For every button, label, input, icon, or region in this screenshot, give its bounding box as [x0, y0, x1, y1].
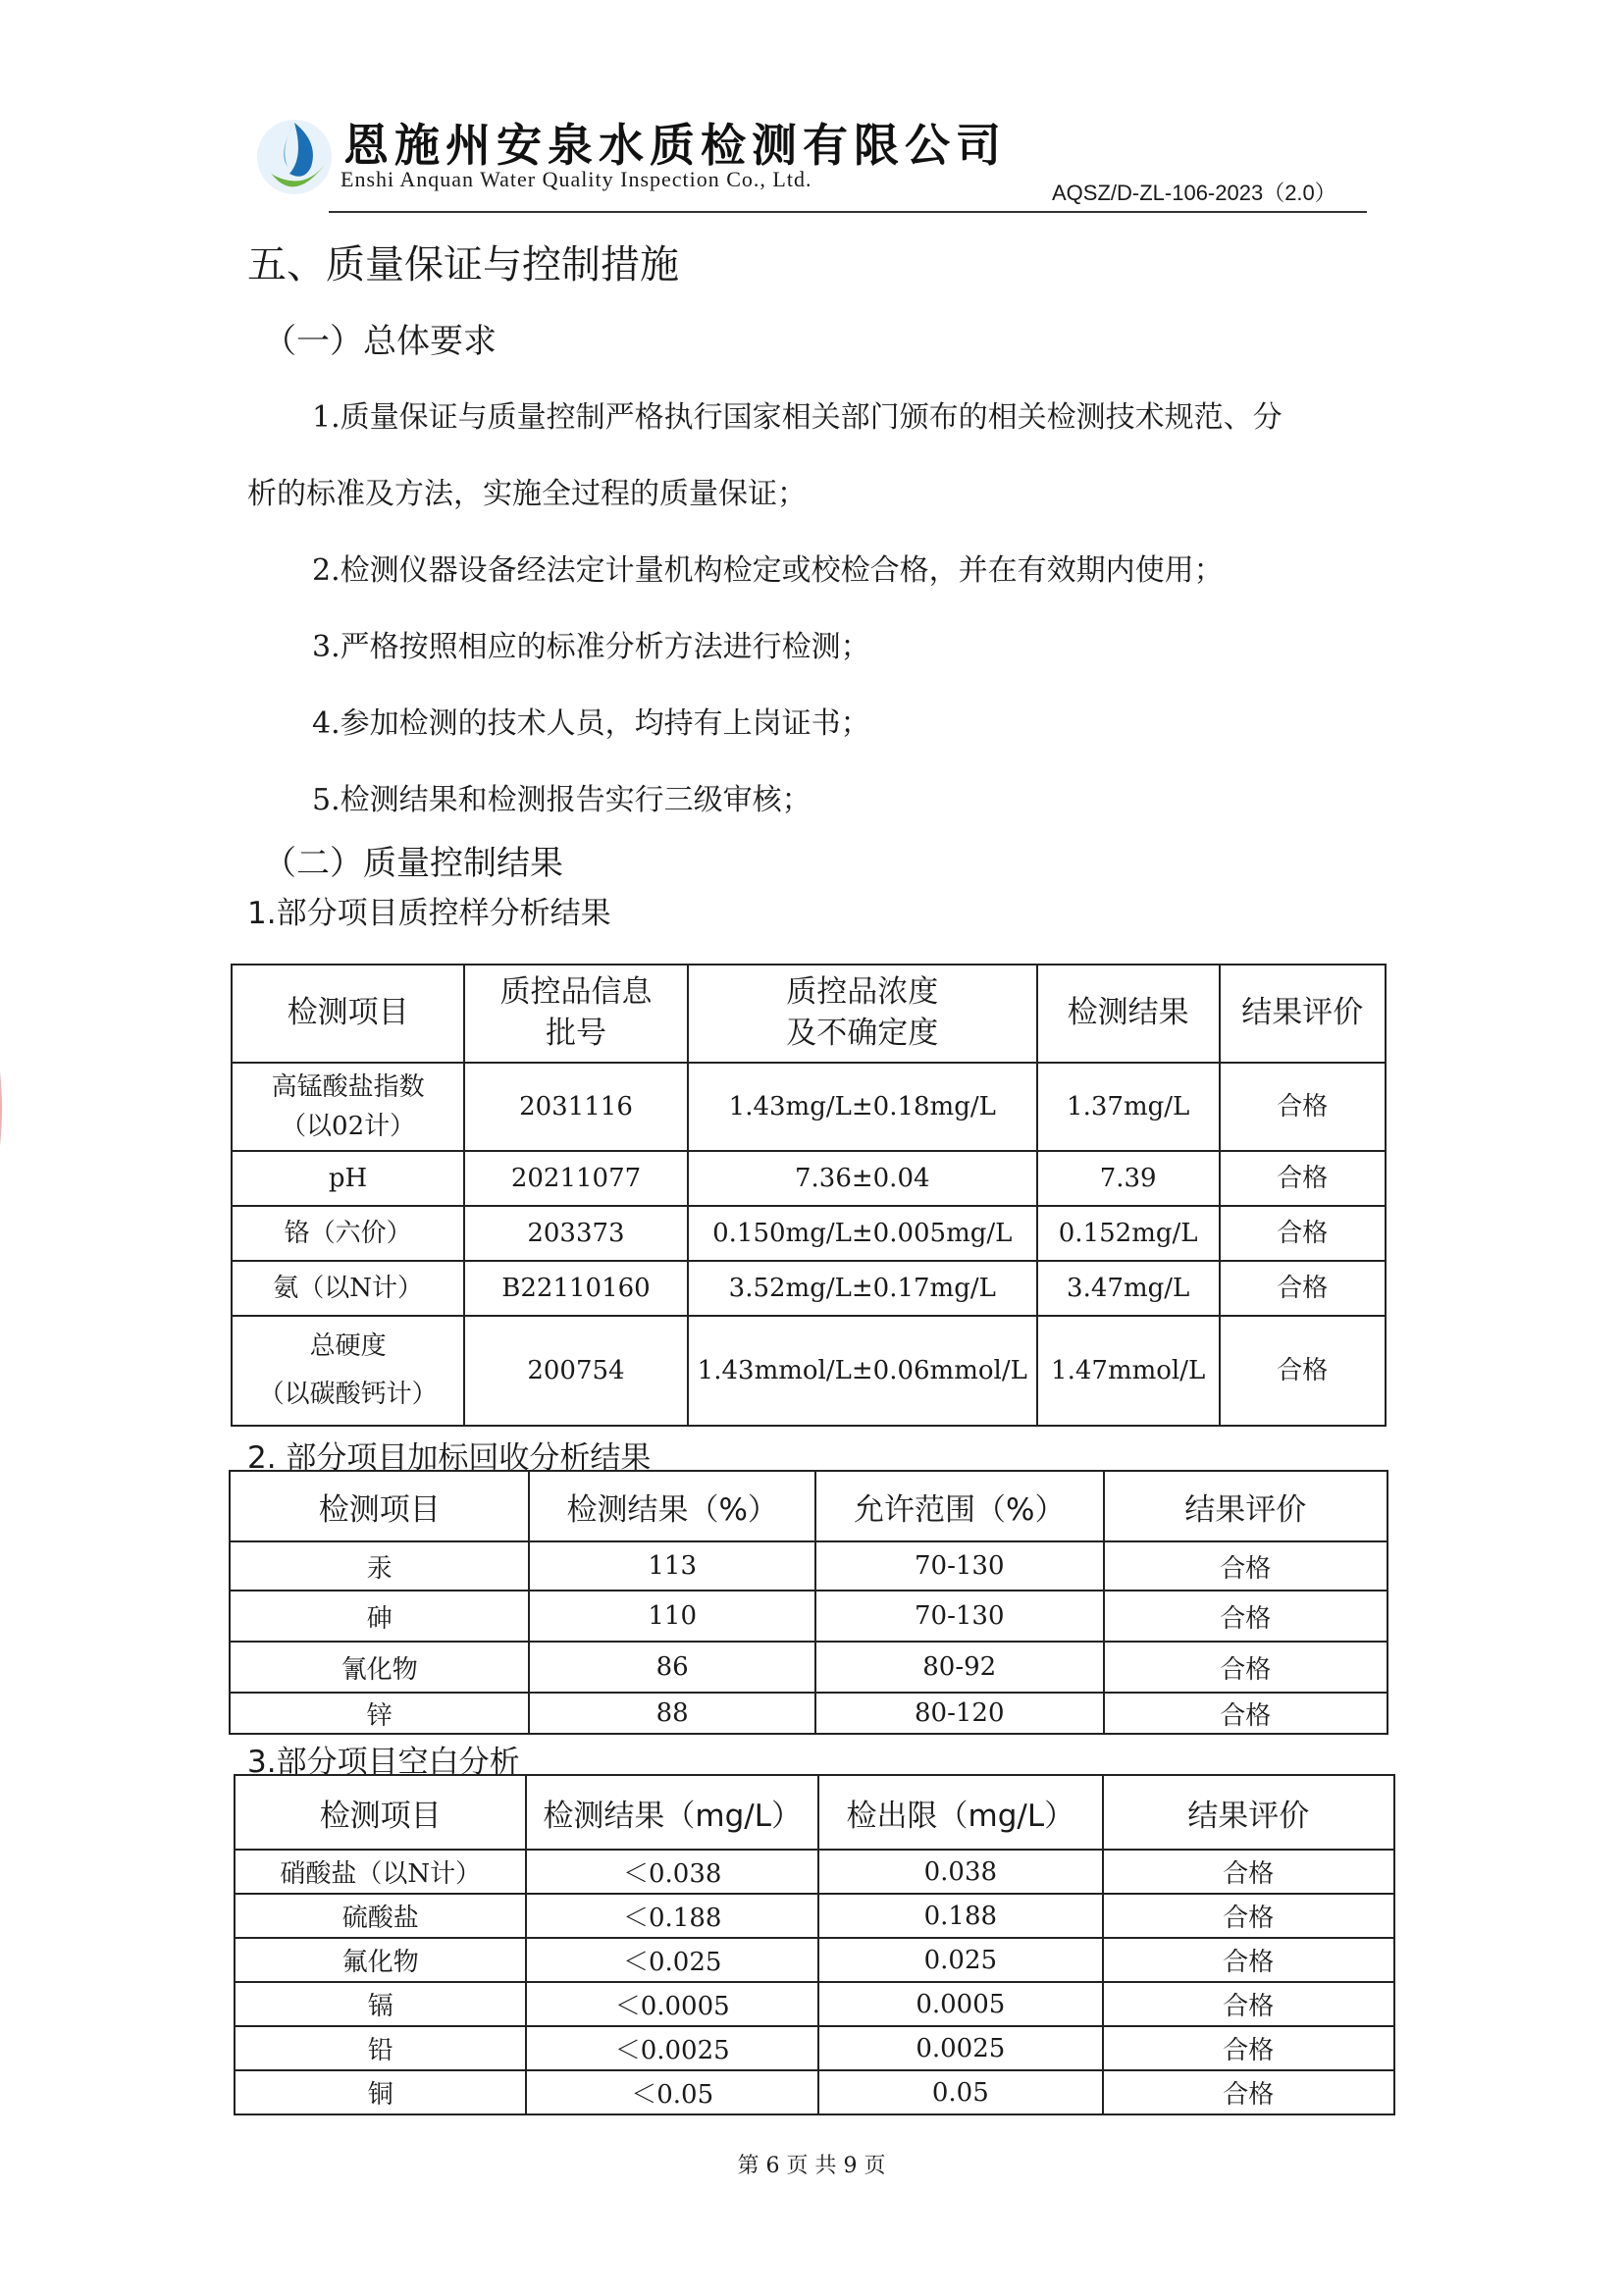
requirement-item-2: 2.检测仪器设备经法定计量机构检定或校检合格，并在有效期内使用； [312, 553, 1224, 588]
range-cell: 80-120 [815, 1693, 1104, 1734]
seal-stamp-icon [0, 981, 39, 1236]
requirement-item-4: 4.参加检测的技术人员，均持有上岗证书； [312, 706, 870, 741]
item-cell: 镉 [235, 1982, 526, 2026]
item-cell: 氰化物 [230, 1642, 529, 1693]
requirement-item-1: 1.质量保证与质量控制严格执行国家相关部门颁布的相关检测技术规范、分 [312, 400, 1283, 435]
limit-cell: 0.0005 [818, 1982, 1103, 2026]
result-cell: 1.37mg/L [1037, 1063, 1220, 1151]
col-header: 检出限（mg/L） [818, 1775, 1103, 1850]
evaluation-cell: 合格 [1104, 1693, 1387, 1734]
item-cell: 铅 [235, 2026, 526, 2070]
qc-sample-title: 1.部分项目质控样分析结果 [247, 896, 611, 931]
col-header: 检测结果（mg/L） [526, 1775, 818, 1850]
evaluation-cell: 合格 [1220, 1063, 1386, 1151]
result-cell: 7.39 [1037, 1151, 1220, 1206]
col-header: 质控品浓度 及不确定度 [688, 965, 1037, 1063]
spike-recovery-table [229, 1470, 1388, 1735]
range-cell: 70-130 [815, 1591, 1104, 1642]
company-logo-icon [250, 113, 339, 201]
item-cell: 总硬度 （以碳酸钙计） [232, 1316, 464, 1426]
evaluation-cell: 合格 [1103, 1982, 1394, 2026]
section-title: 五、质量保证与控制措施 [247, 242, 679, 287]
concentration-cell: 1.43mg/L±0.18mg/L [688, 1063, 1037, 1151]
evaluation-cell: 合格 [1220, 1206, 1386, 1261]
limit-cell: 0.0025 [818, 2026, 1103, 2070]
spike-recovery-title: 2. 部分项目加标回收分析结果 [247, 1440, 652, 1476]
evaluation-cell: 合格 [1103, 1894, 1394, 1938]
requirement-item-3: 3.严格按照相应的标准分析方法进行检测； [312, 630, 870, 664]
header-divider [329, 211, 1367, 213]
document-code: AQSZ/D-ZL-106-2023（2.0） [1052, 181, 1336, 205]
col-header: 检测项目 [232, 965, 464, 1063]
table-row [230, 1642, 1387, 1693]
table-row [235, 1938, 1394, 1982]
company-name-cn: 恩施州安泉水质检测有限公司 [343, 119, 1007, 172]
evaluation-cell: 合格 [1220, 1151, 1386, 1206]
col-header: 质控品信息 批号 [464, 965, 688, 1063]
evaluation-cell: 合格 [1103, 1850, 1394, 1894]
evaluation-cell: 合格 [1220, 1316, 1386, 1426]
result-cell: 86 [529, 1642, 815, 1693]
concentration-cell: 7.36±0.04 [688, 1151, 1037, 1206]
table-row [232, 1261, 1386, 1316]
batch-cell: B22110160 [464, 1261, 688, 1316]
item-cell: 铜 [235, 2070, 526, 2114]
result-cell: ＜0.0005 [526, 1982, 818, 2026]
item-cell: 铬（六价） [232, 1206, 464, 1261]
result-cell: ＜0.025 [526, 1938, 818, 1982]
table-row [235, 1894, 1394, 1938]
limit-cell: 0.038 [818, 1850, 1103, 1894]
requirement-item-5: 5.检测结果和检测报告实行三级审核； [312, 783, 812, 817]
blank-analysis-title: 3.部分项目空白分析 [247, 1745, 520, 1780]
result-cell: 110 [529, 1591, 815, 1642]
evaluation-cell: 合格 [1104, 1642, 1387, 1693]
item-cell: 高锰酸盐指数 （以02计） [232, 1063, 464, 1151]
table-row [230, 1693, 1387, 1734]
table-row [230, 1591, 1387, 1642]
table-header-row [232, 965, 1386, 1063]
item-cell: 硫酸盐 [235, 1894, 526, 1938]
batch-cell: 20211077 [464, 1151, 688, 1206]
table-row [235, 2070, 1394, 2114]
col-header: 检测结果（%） [529, 1471, 815, 1541]
table-row [232, 1151, 1386, 1206]
col-header: 检测结果 [1037, 965, 1220, 1063]
batch-cell: 2031116 [464, 1063, 688, 1151]
item-cell: 氟化物 [235, 1938, 526, 1982]
qc-results-title: （二）质量控制结果 [263, 844, 563, 883]
evaluation-cell: 合格 [1103, 1938, 1394, 1982]
concentration-cell: 1.43mmol/L±0.06mmol/L [688, 1316, 1037, 1426]
item-cell: 硝酸盐（以N计） [235, 1850, 526, 1894]
table-row [232, 1316, 1386, 1426]
col-header: 结果评价 [1103, 1775, 1394, 1850]
col-header: 结果评价 [1104, 1471, 1387, 1541]
result-cell: 1.47mmol/L [1037, 1316, 1220, 1426]
requirement-item-1-cont: 析的标准及方法，实施全过程的质量保证； [247, 477, 807, 511]
blank-analysis-table [234, 1774, 1395, 2115]
result-cell: 113 [529, 1541, 815, 1591]
concentration-cell: 3.52mg/L±0.17mg/L [688, 1261, 1037, 1316]
batch-cell: 200754 [464, 1316, 688, 1426]
general-requirements-title: （一）总体要求 [263, 322, 497, 361]
item-cell: 汞 [230, 1541, 529, 1591]
table-row [235, 1982, 1394, 2026]
item-cell: 砷 [230, 1591, 529, 1642]
col-header: 结果评价 [1220, 965, 1386, 1063]
range-cell: 70-130 [815, 1541, 1104, 1591]
range-cell: 80-92 [815, 1642, 1104, 1693]
evaluation-cell: 合格 [1104, 1591, 1387, 1642]
col-header: 检测项目 [230, 1471, 529, 1541]
result-cell: ＜0.05 [526, 2070, 818, 2114]
limit-cell: 0.188 [818, 1894, 1103, 1938]
evaluation-cell: 合格 [1103, 2026, 1394, 2070]
col-header: 允许范围（%） [815, 1471, 1104, 1541]
result-cell: ＜0.188 [526, 1894, 818, 1938]
page-footer: 第 6 页 共 9 页 [737, 2154, 886, 2178]
item-cell: 锌 [230, 1693, 529, 1734]
table-row [232, 1063, 1386, 1151]
table-header-row [230, 1471, 1387, 1541]
table-row [235, 2026, 1394, 2070]
limit-cell: 0.05 [818, 2070, 1103, 2114]
evaluation-cell: 合格 [1104, 1541, 1387, 1591]
result-cell: 88 [529, 1693, 815, 1734]
evaluation-cell: 合格 [1220, 1261, 1386, 1316]
table-row [232, 1206, 1386, 1261]
result-cell: ＜0.0025 [526, 2026, 818, 2070]
concentration-cell: 0.150mg/L±0.005mg/L [688, 1206, 1037, 1261]
col-header: 检测项目 [235, 1775, 526, 1850]
item-cell: 氨（以N计） [232, 1261, 464, 1316]
batch-cell: 203373 [464, 1206, 688, 1261]
result-cell: 0.152mg/L [1037, 1206, 1220, 1261]
company-name-en: Enshi Anquan Water Quality Inspection Co., Ltd. [340, 167, 812, 191]
item-cell: pH [232, 1151, 464, 1206]
limit-cell: 0.025 [818, 1938, 1103, 1982]
result-cell: 3.47mg/L [1037, 1261, 1220, 1316]
qc-sample-table [231, 964, 1387, 1427]
table-header-row [235, 1775, 1394, 1850]
evaluation-cell: 合格 [1103, 2070, 1394, 2114]
table-row [230, 1541, 1387, 1591]
table-row [235, 1850, 1394, 1894]
result-cell: ＜0.038 [526, 1850, 818, 1894]
